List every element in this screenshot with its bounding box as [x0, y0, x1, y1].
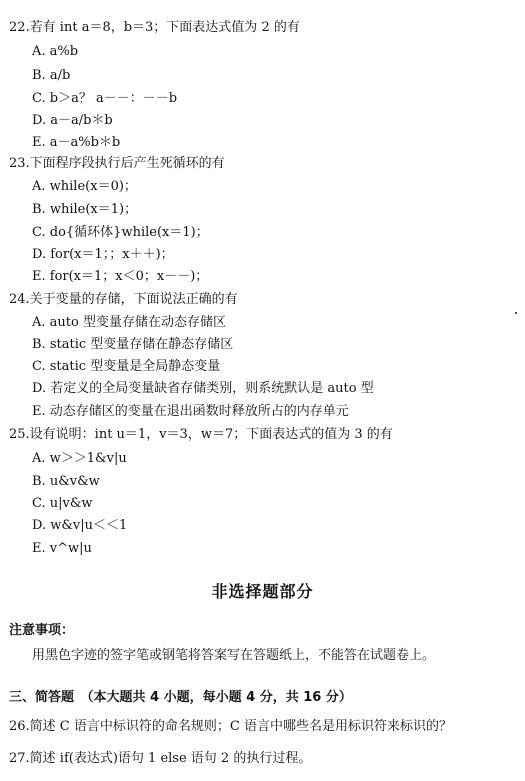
question-25-option-a: A. w＞＞1&v|u — [32, 451, 127, 466]
question-27: 27.简述 if(表达式)语句 1 else 语句 2 的执行过程。 — [9, 751, 312, 766]
question-25-option-e: E. v^w|u — [32, 541, 92, 556]
scan-speck — [515, 312, 517, 314]
question-22-stem: 22.若有 int a＝8，b＝3；下面表达式值为 2 的有 — [9, 20, 300, 35]
section-heading: 非选择题部分 — [211, 582, 314, 601]
question-22-option-b: B. a/b — [32, 68, 71, 83]
question-24-stem: 24.关于变量的存储，下面说法正确的有 — [9, 292, 238, 307]
question-22-option-c: C. b＞a？ a－－：－－b — [32, 91, 178, 106]
question-24-option-b: B. static 型变量存储在静态存储区 — [32, 337, 234, 352]
question-23-option-e: E. for(x＝1；x＜0；x－－)； — [32, 269, 209, 284]
question-23-option-d: D. for(x＝1；；x＋＋)； — [32, 247, 174, 262]
question-26: 26.简述 C 语言中标识符的命名规则；C 语言中哪些名是用标识符来标识的？ — [9, 719, 452, 734]
question-24-option-a: A. auto 型变量存储在动态存储区 — [32, 315, 226, 330]
part-three-heading: 三、简答题 （本大题共 4 小题，每小题 4 分，共 16 分） — [9, 690, 352, 705]
question-25-option-c: C. u|v&w — [32, 496, 93, 511]
question-23-option-b: B. while(x＝1)； — [32, 202, 138, 217]
question-22-option-a: A. a%b — [32, 44, 79, 59]
question-25-option-b: B. u&v&w — [32, 474, 100, 489]
question-22-option-d: D. a－a/b＊b — [32, 113, 113, 128]
question-23-option-a: A. while(x＝0)； — [32, 179, 137, 194]
question-23-option-c: C. do{循环体}while(x＝1)； — [32, 225, 209, 240]
question-22-option-e: E. a－a%b＊b — [32, 135, 121, 150]
question-23-stem: 23.下面程序段执行后产生死循环的有 — [9, 156, 225, 171]
question-25-option-d: D. w&v|u＜＜1 — [32, 518, 128, 533]
question-24-option-c: C. static 型变量是全局静态变量 — [32, 359, 221, 374]
notice-title: 注意事项： — [9, 623, 75, 638]
notice-body: 用黑色字迹的签字笔或钢笔将答案写在答题纸上，不能答在试题卷上。 — [32, 648, 436, 663]
question-24-option-d: D. 若定义的全局变量缺省存储类别，则系统默认是 auto 型 — [32, 381, 374, 396]
question-24-option-e: E. 动态存储区的变量在退出函数时释放所占的内存单元 — [32, 404, 349, 419]
question-25-stem: 25.设有说明：int u＝1，v＝3，w＝7；下面表达式的值为 3 的有 — [9, 427, 393, 442]
